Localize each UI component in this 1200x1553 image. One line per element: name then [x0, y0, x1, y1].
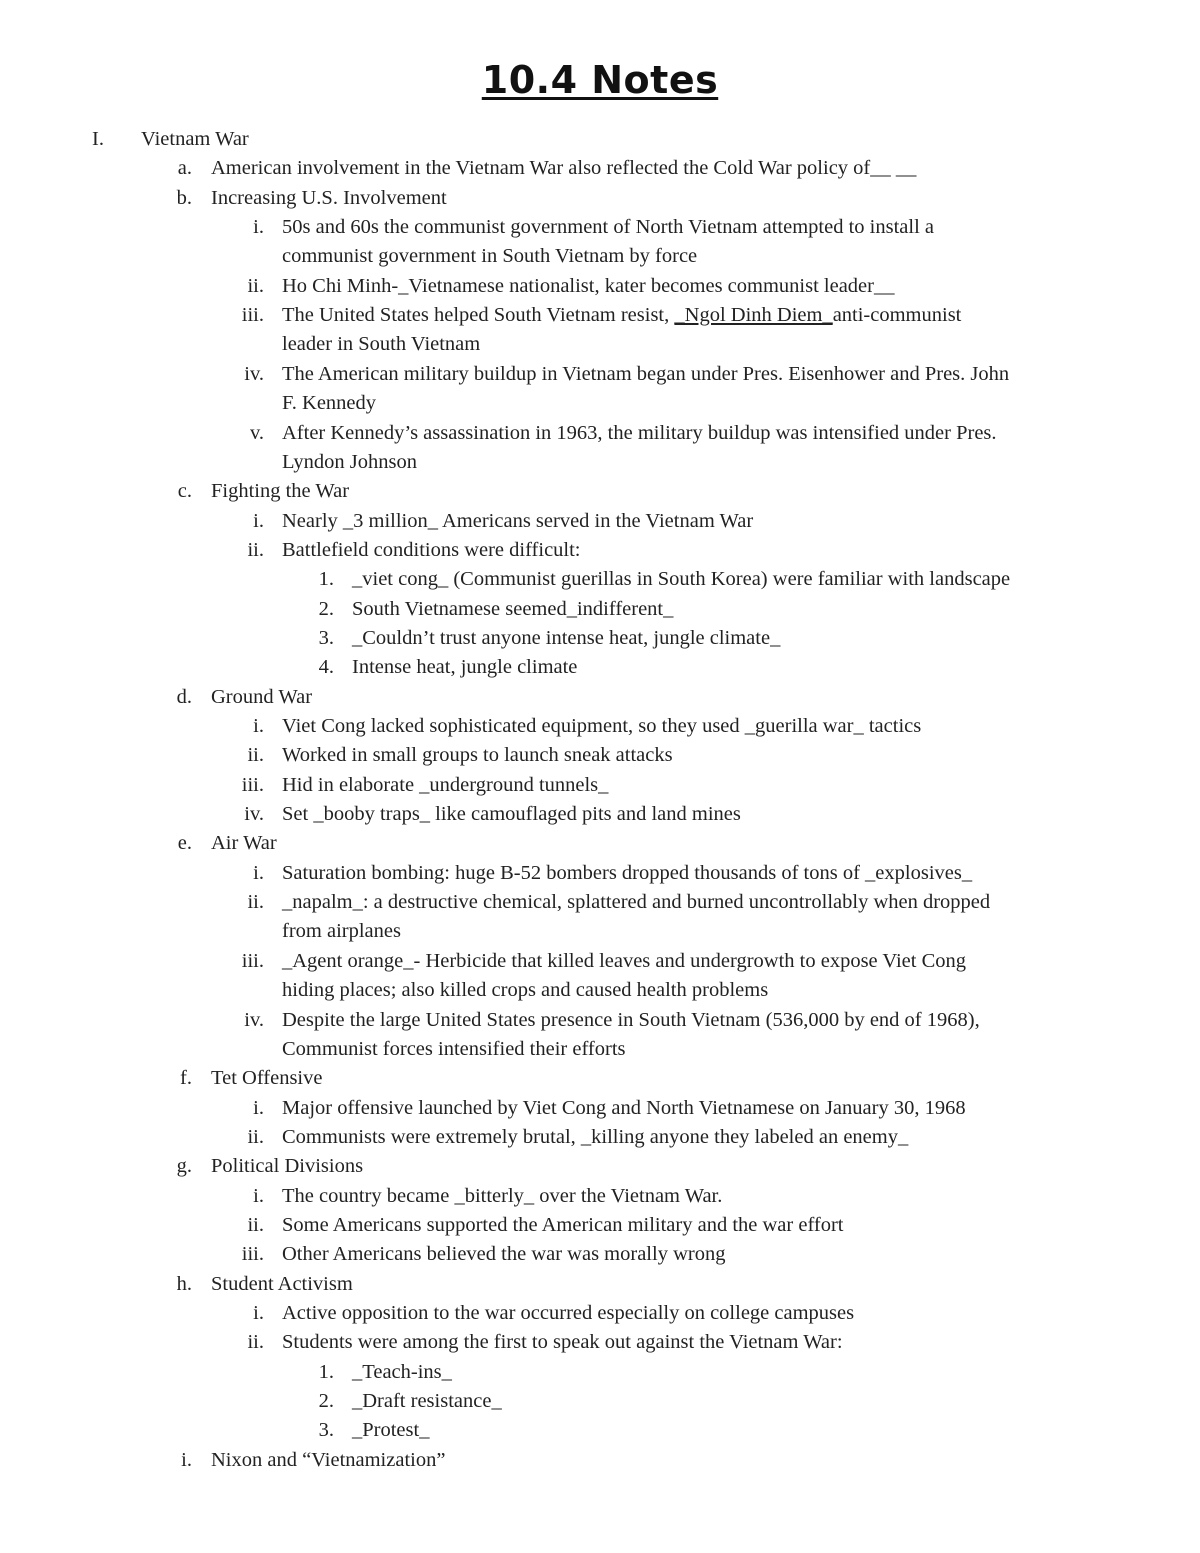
outline-marker: i. — [253, 216, 264, 239]
outline-marker: iii. — [241, 304, 264, 327]
outline-marker: d. — [176, 685, 192, 708]
outline-marker: iii. — [241, 949, 264, 972]
outline-marker: 2. — [318, 1390, 334, 1413]
outline-text: South Vietnamese seemed_indifferent_ — [352, 597, 674, 620]
outline-marker: v. — [249, 421, 264, 444]
outline-text: Worked in small groups to launch sneak attacks — [282, 744, 673, 767]
outline-marker: i. — [253, 1184, 264, 1207]
outline-text-part: anti-communist — [832, 304, 962, 327]
outline-text: Air War — [211, 832, 277, 855]
outline-text: _Draft resistance_ — [352, 1390, 502, 1413]
outline-text: The country became _bitterly_ over the Vietnam War. — [282, 1184, 723, 1207]
outline-marker: i. — [181, 1448, 192, 1471]
outline-text: Nearly _3 million_ Americans served in the Vietnam War — [282, 509, 754, 532]
outline-marker: ii. — [247, 1213, 264, 1236]
outline-marker: 4. — [318, 656, 334, 679]
outline-text: Student Activism — [211, 1272, 353, 1295]
outline-text: The American military buildup in Vietnam began under Pres. Eisenhower and Pres. John — [282, 362, 1010, 385]
outline-marker: 2. — [318, 597, 334, 620]
outline-marker: iii. — [241, 1243, 264, 1266]
outline-marker: ii. — [247, 1125, 264, 1148]
outline-marker: iv. — [244, 1008, 264, 1031]
outline-text: Major offensive launched by Viet Cong and North Vietnamese on January 30, 1968 — [282, 1096, 966, 1119]
outline-marker: 3. — [318, 1419, 334, 1442]
outline-marker: g. — [176, 1155, 192, 1178]
outline-marker: 3. — [318, 626, 334, 649]
outline-text: Intense heat, jungle climate — [352, 656, 578, 679]
outline-text: Vietnam War — [141, 128, 249, 150]
outline-text: _Teach-ins_ — [352, 1360, 452, 1383]
outline-marker: iv. — [244, 803, 264, 826]
page-title: 10.4 Notes — [481, 58, 719, 102]
underlined-answer: _Ngol Dinh Diem_ — [674, 304, 833, 327]
outline-text: _Protest_ — [352, 1419, 430, 1442]
outline-marker: f. — [180, 1067, 192, 1090]
outline-text: _viet cong_ (Communist guerillas in South Korea) were familiar with landscape — [352, 568, 1011, 591]
outline-marker: c. — [177, 480, 192, 503]
outline-text-part: The United States helped South Vietnam resist, — [282, 304, 675, 327]
outline-marker: iv. — [244, 362, 264, 385]
outline-text: from airplanes — [282, 920, 401, 943]
outline-text: Lyndon Johnson — [282, 450, 417, 473]
outline-text: _napalm_: a destructive chemical, splattered and burned uncontrollably when dropped — [282, 891, 991, 914]
outline-text: _Couldn’t trust anyone intense heat, jungle climate_ — [352, 626, 781, 649]
outline-text: _Agent orange_- Herbicide that killed leaves and undergrowth to expose Viet Cong — [282, 949, 967, 972]
outline-text: Saturation bombing: huge B-52 bombers dropped thousands of tons of _explosives_ — [282, 861, 973, 884]
outline-text: Hid in elaborate _underground tunnels_ — [282, 773, 609, 796]
outline-text: American involvement in the Vietnam War also reflected the Cold War policy of__ __ — [211, 157, 917, 180]
outline-marker: a. — [177, 157, 192, 180]
outline-text: Tet Offensive — [211, 1067, 323, 1090]
outline-text: Communist forces intensified their efforts — [282, 1037, 626, 1060]
outline-text: Active opposition to the war occurred especially on college campuses — [282, 1302, 855, 1324]
outline-text: Despite the large United States presence in South Vietnam (536,000 by end of 1968), — [282, 1008, 980, 1031]
outline-text: After Kennedy’s assassination in 1963, the military buildup was intensified under Pres. — [282, 421, 997, 444]
outline-text: Students were among the first to speak out against the Vietnam War: — [282, 1331, 843, 1354]
outline-text: leader in South Vietnam — [282, 333, 481, 356]
outline-marker: b. — [176, 186, 192, 209]
outline-text: Political Divisions — [211, 1155, 364, 1178]
outline-text: Nixon and “Vietnamization” — [211, 1448, 446, 1471]
outline-text: Increasing U.S. Involvement — [211, 186, 447, 209]
outline-text: communist government in South Vietnam by force — [282, 245, 698, 268]
outline-text: Other Americans believed the war was morally wrong — [282, 1243, 726, 1266]
outline-marker: ii. — [247, 891, 264, 914]
outline-marker: ii. — [247, 744, 264, 767]
outline-text: Set _booby traps_ like camouflaged pits and land mines — [282, 803, 741, 826]
outline-text: Viet Cong lacked sophisticated equipment, so they used _guerilla war_ tactics — [282, 715, 922, 737]
outline-marker: ii. — [247, 274, 264, 297]
outline-marker: 1. — [318, 568, 334, 591]
outline-text — [282, 301, 961, 330]
outline-marker: I. — [92, 128, 104, 150]
outline-marker: i. — [253, 715, 264, 737]
outline-marker: ii. — [247, 1331, 264, 1354]
outline-text: Some Americans supported the American military and the war effort — [282, 1213, 844, 1236]
outline-text: Communists were extremely brutal, _killing anyone they labeled an enemy_ — [282, 1125, 909, 1148]
outline-marker: e. — [177, 832, 192, 855]
outline-text: Battlefield conditions were difficult: — [282, 538, 581, 561]
outline-marker: 1. — [318, 1360, 334, 1383]
outline-text: F. Kennedy — [282, 392, 377, 415]
outline-marker: i. — [253, 1302, 264, 1324]
outline-marker: i. — [253, 861, 264, 884]
outline-text: Ho Chi Minh-_Vietnamese nationalist, kater becomes communist leader__ — [282, 274, 895, 297]
outline-text: hiding places; also killed crops and caused health problems — [282, 979, 769, 1002]
outline-marker: h. — [176, 1272, 192, 1295]
outline-marker: i. — [253, 509, 264, 532]
outline-marker: ii. — [247, 538, 264, 561]
outline-marker: i. — [253, 1096, 264, 1119]
outline-text: 50s and 60s the communist government of North Vietnam attempted to install a — [282, 216, 934, 239]
outline-text: Fighting the War — [211, 480, 350, 503]
outline-marker: iii. — [241, 773, 264, 796]
outline-text: Ground War — [211, 685, 313, 708]
